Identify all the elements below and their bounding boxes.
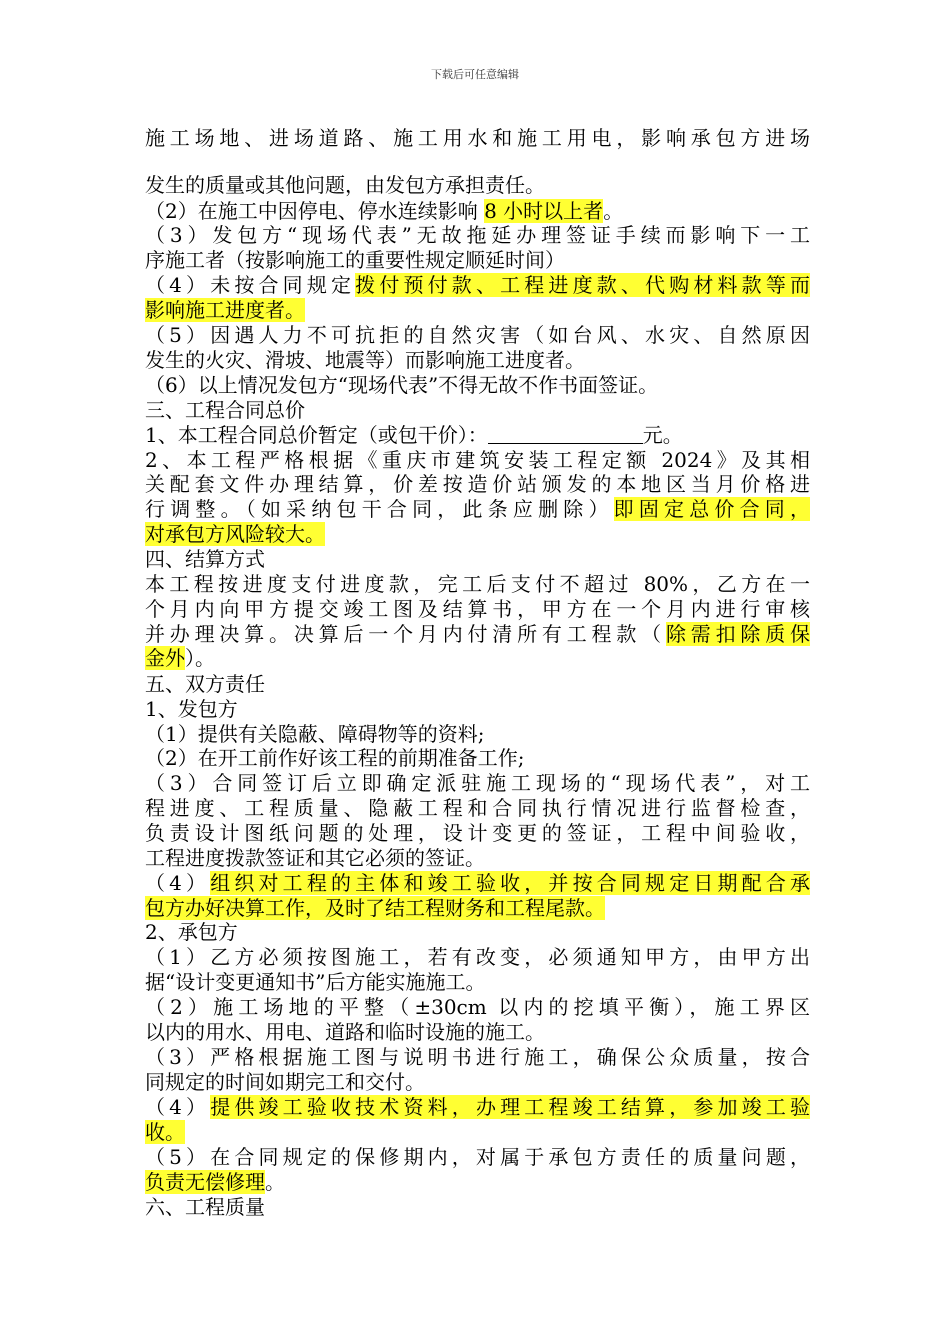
text-segment: （2）施工场地的平整（±30cm 以内的挖填平衡），施工界区 [145,995,810,1019]
highlighted-text: 除需扣除质保 [665,622,811,646]
text-segment: 负责设计图纸问题的处理，设计变更的签证，工程中间验收， [145,821,810,845]
highlighted-text: 对承包方风险较大。 [145,522,325,546]
highlighted-text: 拨付预付款、工程进度款、代购材料款等而 [355,273,810,297]
text-segment: 行调整。（如采纳包干合同，此条应删除） [145,497,614,521]
text-line [145,348,810,372]
text-segment: （5）因遇人力不可抗拒的自然灾害（如台风、水灾、自然原因 [145,323,810,347]
text-segment: 1、发包方 [145,697,238,721]
text-segment: 工程进度拨款签证和其它必须的签证。 [145,846,485,870]
highlighted-text: 影响施工进度者。 [145,298,305,322]
text-line [145,1045,810,1069]
text-segment: 个月内向甲方提交竣工图及结算书，甲方在一个月内进行审核 [145,597,810,621]
text-line [145,423,810,447]
text-line [145,497,810,521]
text-segment: 发生的质量或其他问题，由发包方承担责任。 [145,173,545,197]
text-segment: （4）未按合同规定 [145,273,356,297]
text-segment: 元。 [642,423,683,447]
text-line [145,920,810,944]
text-segment: 关配套文件办理结算，价差按造价站颁发的本地区当月价格进 [145,472,810,496]
text-segment: （2）在施工中因停电、停水连续影响 [145,199,485,223]
text-line [145,1195,810,1219]
text-segment: 1、本工程合同总价暂定（或包干价）： [145,423,488,447]
text-line [145,722,810,746]
text-segment: 2、本工程严格根据《重庆市建筑安装工程定额 2024》及其相 [145,448,810,472]
text-segment: 三、工程合同总价 [145,398,305,422]
text-line [145,323,810,347]
text-line [145,398,810,422]
text-line [145,970,810,994]
text-line [145,1120,810,1144]
text-segment: 发生的火灾、滑坡、地震等）而影响施工进度者。 [145,348,585,372]
highlighted-text: 收。 [145,1120,185,1144]
text-line [145,672,810,696]
text-segment: （5）在合同规定的保修期内，对属于承包方责任的质量问题， [145,1145,810,1169]
text-segment: 并办理决算。决算后一个月内付清所有工程款（ [145,622,666,646]
text-line [145,597,810,621]
text-line [145,1020,810,1044]
highlighted-text: 包方办好决算工作，及时了结工程财务和工程尾款。 [145,896,605,920]
text-line [145,746,810,770]
text-segment: （6）以上情况发包方“现场代表”不得无故不作书面签证。 [145,373,659,397]
text-segment: 五、双方责任 [145,672,265,696]
text-line [145,472,810,496]
text-line [145,1070,810,1094]
text-line [145,771,810,795]
highlighted-text: 金外 [145,646,185,670]
text-line [145,448,810,472]
text-line [145,572,810,596]
fill-in-blank [488,425,643,444]
text-segment: （3）严格根据施工图与说明书进行施工，确保公众质量，按合 [145,1045,810,1069]
highlighted-text: 组织对工程的主体和竣工验收，并按合同规定日期配合承 [210,871,810,895]
text-segment: （3）发包方“现场代表”无故拖延办理签证手续而影响下一工 [145,223,810,247]
text-line [145,646,810,670]
highlighted-text: 提供竣工验收技术资料，办理工程竣工结算，参加竣工验 [210,1095,810,1119]
text-line [145,298,810,322]
text-segment: 以内的用水、用电、道路和临时设施的施工。 [145,1020,545,1044]
text-line [145,522,810,546]
text-segment: 2、承包方 [145,920,238,944]
text-segment: （1）提供有关隐蔽、障碍物等的资料; [145,722,485,746]
text-line [145,173,810,197]
text-line [145,896,810,920]
text-line [145,373,810,397]
text-line [145,248,810,272]
text-line [145,273,810,297]
text-line [145,126,810,150]
text-segment: 施工场地、进场道路、施工用水和施工用电，影响承包方进场 [145,126,810,150]
text-line [145,547,810,571]
text-line [145,945,810,969]
text-segment: 序施工者（按影响施工的重要性规定顺延时间） [145,248,565,272]
text-line [145,622,810,646]
text-segment: 本工程按进度支付进度款，完工后支付不超过 80%，乙方在一 [145,572,810,596]
text-segment: 。 [265,1170,285,1194]
highlighted-text: 即固定总价合同， [613,497,811,521]
text-line [145,1095,810,1119]
text-line [145,1145,810,1169]
text-segment: 据“设计变更通知书”后方能实施施工。 [145,970,486,994]
text-line [145,1170,810,1194]
text-line [145,821,810,845]
highlighted-text: 8 小时以上者 [484,199,604,223]
text-segment: （4） [145,1095,211,1119]
text-segment: （2）在开工前作好该工程的前期准备工作; [145,746,525,770]
text-segment: （3）合同签订后立即确定派驻施工现场的“现场代表”，对工 [145,771,810,795]
text-line [145,796,810,820]
text-segment: （4） [145,871,211,895]
text-segment: ）。 [185,646,215,670]
text-line [145,846,810,870]
highlighted-text: 负责无偿修理 [145,1170,265,1194]
text-segment: 四、结算方式 [145,547,265,571]
text-segment: 六、工程质量 [145,1195,265,1219]
text-segment: 程进度、工程质量、隐蔽工程和合同执行情况进行监督检查， [145,796,810,820]
text-line [145,199,810,223]
text-segment: （1）乙方必须按图施工，若有改变，必须通知甲方，由甲方出 [145,945,810,969]
text-line [145,697,810,721]
page-header: 下载后可任意编辑 [431,68,519,81]
text-segment: 。 [603,199,624,223]
text-line [145,871,810,895]
text-line [145,223,810,247]
text-segment: 同规定的时间如期完工和交付。 [145,1070,425,1094]
text-line [145,995,810,1019]
